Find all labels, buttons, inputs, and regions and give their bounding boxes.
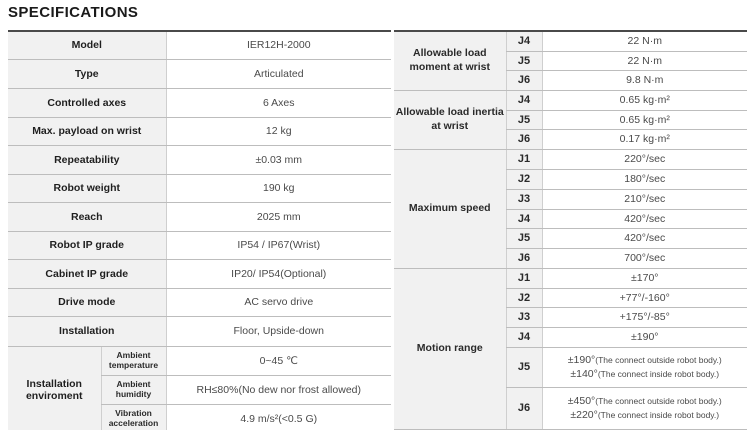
range-line <box>543 394 747 408</box>
joint-row <box>394 31 747 51</box>
range-line <box>543 408 747 422</box>
spec-value: Floor, Upside-down <box>166 316 391 346</box>
range-line <box>543 353 747 367</box>
spec-label: Type <box>8 59 166 88</box>
page-title: SPECIFICATIONS <box>8 4 139 21</box>
spec-row-reach <box>8 202 391 231</box>
range-value: ±140° <box>570 368 598 380</box>
joint-label: J6 <box>506 387 542 429</box>
spec-row-payload <box>8 117 391 145</box>
env-sub-label: Ambient humidity <box>101 375 166 404</box>
spec-label: Max. payload on wrist <box>8 117 166 145</box>
group-label-load-inertia: Allowable load inertia at wrist <box>394 90 506 149</box>
spec-row-drive <box>8 288 391 316</box>
spec-value: IP20/ IP54(Optional) <box>166 259 391 288</box>
env-value: 4.9 m/s²(<0.5 G) <box>166 404 391 430</box>
spec-label: Installation <box>8 316 166 346</box>
range-line <box>543 367 747 381</box>
joint-value: 22 N·m <box>542 51 747 70</box>
spec-row-model <box>8 31 391 59</box>
spec-value: 2025 mm <box>166 202 391 231</box>
joint-label: J5 <box>506 110 542 129</box>
env-label: Installation enviroment <box>8 346 101 430</box>
group-label-max-speed: Maximum speed <box>394 149 506 268</box>
joint-value: 220°/sec <box>542 149 747 169</box>
joint-label: J4 <box>506 31 542 51</box>
joint-value: 700°/sec <box>542 248 747 268</box>
spec-label: Model <box>8 31 166 59</box>
joint-label: J5 <box>506 347 542 387</box>
joint-value: 210°/sec <box>542 189 747 209</box>
joint-label: J6 <box>506 129 542 149</box>
spec-label: Robot weight <box>8 174 166 202</box>
joint-value: 0.65 kg·m² <box>542 90 747 110</box>
joint-value: +175°/-85° <box>542 307 747 327</box>
joint-value-multi <box>542 347 747 387</box>
spec-value: IER12H-2000 <box>166 31 391 59</box>
joint-value: 9.8 N·m <box>542 70 747 90</box>
joint-label: J6 <box>506 70 542 90</box>
joint-specs-table <box>394 30 747 430</box>
group-label-motion-range: Motion range <box>394 268 506 429</box>
spec-row-installation <box>8 316 391 346</box>
joint-label: J4 <box>506 90 542 110</box>
joint-value: ±190° <box>542 327 747 347</box>
env-row-temperature <box>8 346 391 375</box>
joint-value: 180°/sec <box>542 169 747 189</box>
joint-row <box>394 149 747 169</box>
env-sub-label: Vibration acceleration <box>101 404 166 430</box>
env-value: RH≤80%(No dew nor frost allowed) <box>166 375 391 404</box>
spec-value: 6 Axes <box>166 88 391 117</box>
joint-value: 0.65 kg·m² <box>542 110 747 129</box>
joint-row <box>394 268 747 288</box>
spec-label: Cabinet IP grade <box>8 259 166 288</box>
spec-value: 12 kg <box>166 117 391 145</box>
group-label-load-moment: Allowable load moment at wrist <box>394 31 506 90</box>
spec-label: Drive mode <box>8 288 166 316</box>
joint-value: +77°/-160° <box>542 288 747 307</box>
joint-label: J1 <box>506 268 542 288</box>
joint-value: ±170° <box>542 268 747 288</box>
spec-value: AC servo drive <box>166 288 391 316</box>
spec-label: Controlled axes <box>8 88 166 117</box>
spec-row-weight <box>8 174 391 202</box>
joint-label: J3 <box>506 189 542 209</box>
joint-label: J5 <box>506 51 542 70</box>
joint-value: 420°/sec <box>542 209 747 228</box>
joint-label: J1 <box>506 149 542 169</box>
spec-row-cabinet-ip <box>8 259 391 288</box>
joint-label: J4 <box>506 327 542 347</box>
joint-row <box>394 90 747 110</box>
spec-row-repeatability <box>8 145 391 174</box>
spec-row-axes <box>8 88 391 117</box>
range-note: (The connect inside robot body.) <box>597 369 720 379</box>
joint-label: J2 <box>506 288 542 307</box>
spec-row-robot-ip <box>8 231 391 259</box>
general-specs-table <box>8 30 391 430</box>
range-value: ±450° <box>567 394 596 407</box>
range-value: ±190° <box>567 353 596 366</box>
spec-value: ±0.03 mm <box>166 145 391 174</box>
joint-value: 420°/sec <box>542 228 747 248</box>
range-note: (The connect inside robot body.) <box>597 410 720 420</box>
spec-row-type <box>8 59 391 88</box>
joint-value: 22 N·m <box>542 31 747 51</box>
joint-label: J6 <box>506 248 542 268</box>
joint-label: J4 <box>506 209 542 228</box>
joint-label: J5 <box>506 228 542 248</box>
joint-value: 0.17 kg·m² <box>542 129 747 149</box>
spec-label: Repeatability <box>8 145 166 174</box>
joint-label: J3 <box>506 307 542 327</box>
range-value: ±220° <box>570 409 598 421</box>
spec-value: IP54 / IP67(Wrist) <box>166 231 391 259</box>
range-note: (The connect outside robot body.) <box>595 354 722 365</box>
spec-value: 190 kg <box>166 174 391 202</box>
env-sub-label: Ambient temperature <box>101 346 166 375</box>
range-note: (The connect outside robot body.) <box>595 395 722 406</box>
env-value: 0~45 ℃ <box>166 346 391 375</box>
spec-label: Robot IP grade <box>8 231 166 259</box>
spec-label: Reach <box>8 202 166 231</box>
spec-value: Articulated <box>166 59 391 88</box>
joint-value-multi <box>542 387 747 429</box>
joint-label: J2 <box>506 169 542 189</box>
